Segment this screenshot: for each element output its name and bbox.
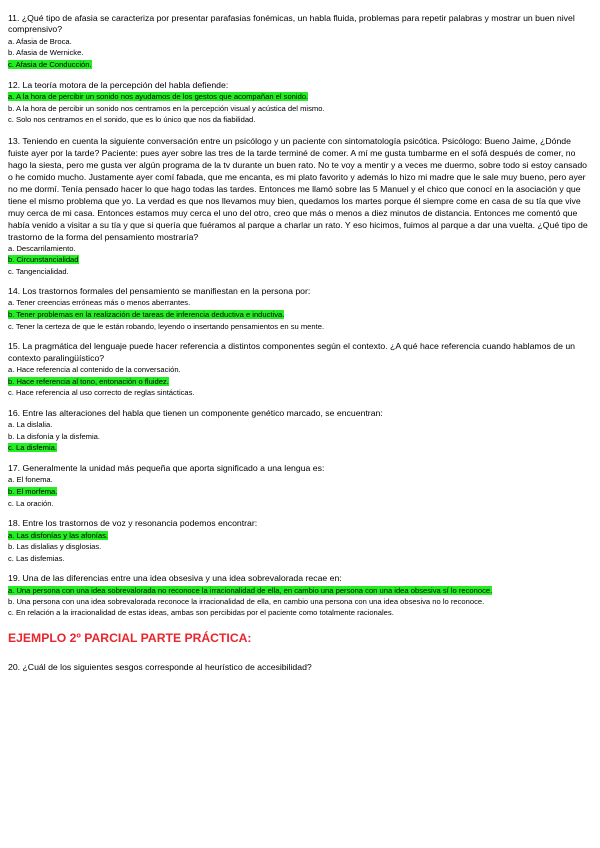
highlighted-answer: b. El morfema. — [8, 486, 58, 496]
highlighted-answer: a. Una persona con una idea sobrevalorada no reconoce la irracionalidad de ella, en cambio una persona con una idea obsesiva sí lo reconoce. — [8, 585, 493, 595]
option-b — [8, 596, 592, 607]
option-c-text: c. Hace referencia al uso correcto de reglas sintácticas. — [8, 388, 195, 398]
option-a — [8, 297, 592, 309]
option-b — [8, 47, 592, 59]
highlighted-answer: a. A la hora de percibir un sonido nos ayudamos de los gestos que acompañan el sonido. — [8, 92, 309, 101]
option-a — [8, 474, 592, 486]
question-stem: 17. Generalmente la unidad más pequeña que aporta significado a una lengua es: — [8, 462, 325, 473]
question-11 — [8, 13, 592, 71]
option-b-text: b. Las dislalias y disglosias. — [8, 542, 102, 552]
option-a-text: a. Hace referencia al contenido de la conversación. — [8, 365, 181, 374]
option-c-text: c. Solo nos centramos en el sonido, que es lo único que nos da fiabilidad. — [8, 115, 256, 125]
option-c-text: c. Tener la certeza de que le están robando, leyendo o insertando pensamientos en su mente. — [8, 321, 325, 331]
option-c — [8, 498, 592, 510]
option-b — [8, 254, 592, 265]
option-a — [8, 419, 592, 431]
question-stem: 11. ¿Qué tipo de afasia se caracteriza por presentar parafasias fonémicas, un habla fluida, problemas para repetir palabras y mostrar un buen nivel comprensivo? — [8, 13, 575, 35]
question-stem: 16. Entre las alteraciones del habla que tienen un componente genético marcado, se encuentran: — [8, 407, 383, 418]
option-b-text: b. La disfonía y la disfemia. — [8, 431, 101, 441]
option-c — [8, 321, 592, 333]
option-b — [8, 309, 592, 321]
option-c — [8, 266, 592, 277]
question-17 — [8, 463, 592, 509]
option-c-text: c. La oración. — [8, 498, 54, 508]
highlighted-answer: b. Tener problemas en la realización de tareas de inferencia deductiva e inductiva. — [8, 310, 285, 319]
question-14 — [8, 286, 592, 332]
option-c — [8, 387, 592, 399]
option-b — [8, 103, 592, 115]
option-c-text: c. En relación a la irracionalidad de estas ideas, ambas son percibidas por el paciente como totalmente racionales. — [8, 607, 394, 617]
option-c — [8, 607, 592, 618]
question-16 — [8, 408, 592, 454]
question-15 — [8, 341, 592, 399]
option-a-text: a. Afasia de Broca. — [8, 36, 72, 46]
option-b-text: b. Afasia de Wernicke. — [8, 48, 84, 58]
option-a-text: a. Tener creencias erróneas más o menos aberrantes. — [8, 298, 191, 308]
option-b — [8, 486, 592, 498]
question-13 — [8, 135, 592, 277]
option-b-text: b. Una persona con una idea sobrevalorada reconoce la irracionalidad de ella, en cambio una persona con una idea obsesiva no lo reconoce. — [8, 596, 485, 606]
option-b — [8, 541, 592, 553]
option-a — [8, 364, 592, 376]
highlighted-answer: c. Afasia de Conducción. — [8, 60, 92, 69]
option-c — [8, 553, 592, 565]
option-c — [8, 59, 592, 71]
option-c — [8, 442, 592, 454]
question-stem: 15. La pragmática del lenguaje puede hacer referencia a distintos componentes según el contexto. ¿A qué hace referencia cuando hablamos de un contexto paralingüístico? — [8, 341, 575, 363]
highlighted-answer: c. La disfemia. — [8, 443, 57, 453]
question-18 — [8, 518, 592, 564]
option-a — [8, 91, 592, 103]
question-stem: 13. Teniendo en cuenta la siguiente conversación entre un psicólogo y un paciente con sintomatología psicótica. Psicólogo: Bueno Jaime, ¿Dónde fuiste ayer por la tarde? Paciente: pues ayer sobre las tres de la tarde terminé de comer. A mí me gusta tumbarme en el sofá después de comer, no hago la siesta, pero me gusta ver algún programa de la tv durante un buen rato. No te voy a mentir y a veces me duermo, sobre todo si estoy cansado o he comido mucho. Justamente ayer comí fabada, que me encanta, es mi plato favorito y además lo hizo mi madre que le sale muy bueno, pero ayer no me dormí. Tenía pensado hacer lo que hago todas las tardes. Entonces me llamó sobre las 5 Manuel y el chico que conocí en la asociación y que tiene el mismo problema que yo. La verdad es que nos llevamos muy bien, quedamos los martes porque él siempre come en casa de su tía que vive muy cerca de mi casa. Entonces estamos muy cerca el uno del otro, creo que más o menos a diez minutos de distancia. Entonces me comentó que había venido a visitar a su tía y que si quería que fuéramos al parque a charlar un rato. Y eso hicimos, fuimos al parque a dar una vuelta. ¿Qué tipo de trastorno de la forma del pensamiento mostraría? — [8, 135, 588, 242]
highlighted-answer: b. Circunstancialidad — [8, 255, 79, 265]
option-a-text: a. La dislalia. — [8, 420, 53, 430]
highlighted-answer: a. Las disfonías y las afonías. — [8, 530, 109, 540]
question-stem: 18. Entre los trastornos de voz y resonancia podemos encontrar: — [8, 518, 258, 529]
option-a — [8, 585, 592, 596]
option-b-text: b. A la hora de percibir un sonido nos centramos en la percepción visual y acústica del mismo. — [8, 103, 325, 113]
trailing-question: 20. ¿Cuál de los siguientes sesgos corresponde al heurístico de accesibilidad? — [8, 661, 312, 672]
option-c-text: c. Las disfemias. — [8, 553, 65, 563]
section-heading: EJEMPLO 2º PARCIAL PARTE PRÁCTICA: — [8, 630, 252, 645]
option-a — [8, 243, 592, 254]
option-c-text: c. Tangencialidad. — [8, 266, 69, 276]
option-a — [8, 530, 592, 542]
question-12 — [8, 80, 592, 126]
question-19 — [8, 573, 592, 617]
question-stem: 19. Una de las diferencias entre una idea obsesiva y una idea sobrevalorada recae en: — [8, 573, 342, 584]
question-stem: 12. La teoría motora de la percepción del habla defiende: — [8, 79, 229, 90]
option-a-text: a. Descarrilamiento. — [8, 243, 76, 253]
highlighted-answer: b. Hace referencia al tono, entonación o fluidez. — [8, 376, 169, 386]
option-c — [8, 114, 592, 126]
option-a — [8, 36, 592, 48]
question-stem: 14. Los trastornos formales del pensamiento se manifiestan en la persona por: — [8, 286, 311, 296]
option-b — [8, 376, 592, 388]
option-b — [8, 431, 592, 443]
option-a-text: a. El fonema. — [8, 475, 53, 485]
